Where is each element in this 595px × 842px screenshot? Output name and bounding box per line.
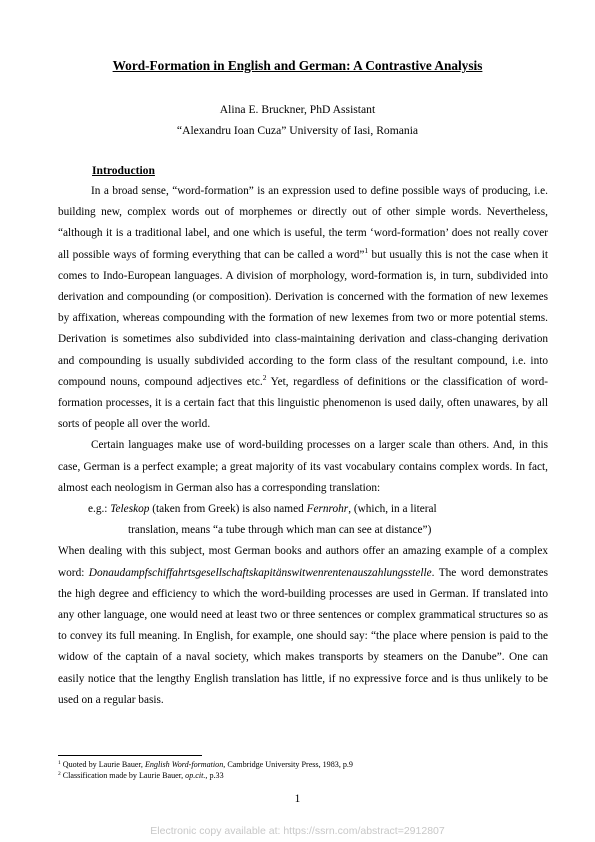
ssrn-notice-link[interactable]: Electronic copy available at: https://ssrn.com/abstract=2912807 xyxy=(150,825,445,837)
paragraph-1-text-c: Yet, regardless of definitions or the classification of word-formation processes, it is a certain fact that this linguistic phenomenon is used daily, often unawares, by all sorts of people all over the world. xyxy=(58,375,548,431)
footnote-1 xyxy=(58,759,548,770)
section-heading: Introduction xyxy=(92,164,155,177)
long-german-word: Donaudampfschiffahrtsgesellschaftskapitänswitwenrentenauszahlungsstelle xyxy=(88,566,432,579)
body-text xyxy=(58,181,548,711)
paragraph-1-text-a: In a broad sense, “word-formation” is an expression used to define possible ways of producing, i.e. building new, complex words out of morphemes or directly out of other simple words. Nevertheless, “although it is a traditional label, and one which is useful, the term ‘word-formation’ does not really cover all possible ways of forming everything that can be called a word” xyxy=(58,185,548,261)
paragraph-1-text-b: but usually this is not the case when it comes to Indo-European languages. A division of morphology, word-formation is, in turn, subdivided into derivation and compounding (or composition). Derivation is concerned with the formation of new lexemes by affixation, whereas compounding with the formation of new lexemes from two or more potential stems. Derivation is sometimes also subdivided into class-maintaining derivation and class-changing derivation and compounding is usually subdivided according to the form class of the resultant compound, i.e. into compound nouns, compound adjectives etc. xyxy=(58,248,549,388)
footnote-2-text-b: , p.33 xyxy=(205,771,224,780)
footnotes xyxy=(58,759,548,781)
footnote-1-text-a: Quoted by Laurie Bauer, xyxy=(60,760,145,769)
example-suffix: , (which, in a literal xyxy=(348,503,437,516)
footnote-divider xyxy=(58,755,202,756)
footnote-2 xyxy=(58,770,548,781)
example-line-1 xyxy=(58,499,548,520)
footnote-2-number: 2 xyxy=(58,771,61,777)
example-word-fernrohr: Fernrohr xyxy=(306,503,349,516)
footnote-1-book-title: English Word-formation xyxy=(144,760,224,769)
paper-title: Word-Formation in English and German: A Contrastive Analysis xyxy=(112,58,483,73)
paragraph-1 xyxy=(58,181,548,435)
paragraph-3-text-b: . The word demonstrates the high degree and efficiency to which the word-building processes are used in German. If translated into any other language, one would need at least two or three sentences or complex grammatical structures so as to convey its full meaning. In English, for example, one should say: “the place where pension is paid to the widow of the captain of a naval society, which makes transports by steamers on the Danube”. One can easily notice that the lengthy English translation has little, if no expressive force and is thus unlikely to be used on a regular basis. xyxy=(58,566,548,706)
example-prefix: e.g.: xyxy=(88,503,111,516)
example-mid: (taken from Greek) is also named xyxy=(149,503,307,516)
footnote-1-text-b: , Cambridge University Press, 1983, p.9 xyxy=(223,760,353,769)
page-number: 1 xyxy=(294,793,301,805)
footnote-2-opcit: op.cit. xyxy=(185,771,206,780)
affiliation-line: “Alexandru Ioan Cuza” University of Iasi, Romania xyxy=(176,124,419,137)
author-line: Alina E. Bruckner, PhD Assistant xyxy=(219,103,376,116)
footnote-1-number: 1 xyxy=(58,760,61,766)
paragraph-2: Certain languages make use of word-building processes on a larger scale than others. And, in this case, German is a perfect example; a great majority of its vast vocabulary contains complex words. In fact, almost each neologism in German also has a corresponding translation: xyxy=(58,439,548,494)
footnote-2-text-a: Classification made by Laurie Bauer, xyxy=(60,771,186,780)
example-word-teleskop: Teleskop xyxy=(110,503,150,516)
example-line-2: translation, means “a tube through which man can see at distance”) xyxy=(128,524,432,537)
footnote-ref-2[interactable]: 2 xyxy=(262,372,267,382)
paragraph-3 xyxy=(58,541,548,711)
paragraph-3-text-a: When dealing with this subject, most German books and authors offer an amazing example of a complex word: xyxy=(58,545,548,579)
footnote-ref-1[interactable]: 1 xyxy=(364,245,369,255)
